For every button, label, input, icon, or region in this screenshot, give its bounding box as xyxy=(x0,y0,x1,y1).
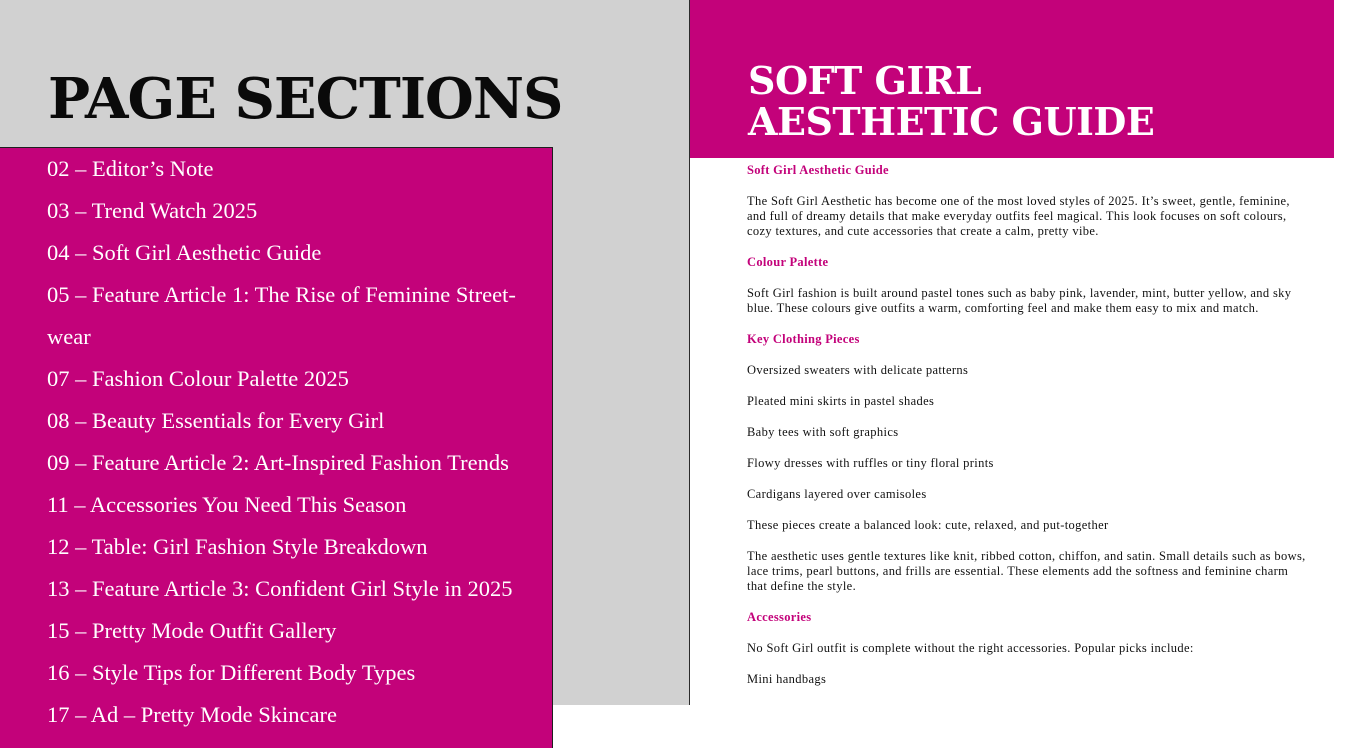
toc-item: 04 – Soft Girl Aesthetic Guide xyxy=(47,240,322,265)
list-item: Baby tees with soft graphics xyxy=(747,425,899,439)
table-of-contents-list xyxy=(47,148,547,736)
toc-item: 08 – Beauty Essentials for Every Girl xyxy=(47,408,385,433)
toc-item: 05 – Feature Article 1: The Rise of Feminine Street- xyxy=(47,282,516,307)
list-item: Pleated mini skirts in pastel shades xyxy=(747,394,935,408)
toc-item: 03 – Trend Watch 2025 xyxy=(47,198,258,223)
section-heading-guide: Soft Girl Aesthetic Guide xyxy=(747,163,889,177)
body-line: lace trims, pearl buttons, and frills are essential. These elements add the softness and feminine charm xyxy=(747,564,1289,578)
article-body xyxy=(747,163,1347,687)
header-band xyxy=(690,0,1334,158)
toc-item: 07 – Fashion Colour Palette 2025 xyxy=(47,366,349,391)
toc-item: 02 – Editor’s Note xyxy=(47,156,214,181)
body-line: Soft Girl fashion is built around pastel tones such as baby pink, lavender, mint, butter yellow, and sky xyxy=(747,286,1292,300)
body-line: The aesthetic uses gentle textures like knit, ribbed cotton, chiffon, and satin. Small details such as bows, xyxy=(747,549,1306,563)
list-item: These pieces create a balanced look: cute, relaxed, and put-together xyxy=(747,518,1109,532)
section-heading-accessories: Accessories xyxy=(747,610,812,624)
toc-item: 17 – Ad – Pretty Mode Skincare xyxy=(47,702,337,727)
toc-item: 13 – Feature Article 3: Confident Girl Style in 2025 xyxy=(47,576,513,601)
list-item: Oversized sweaters with delicate patterns xyxy=(747,363,969,377)
toc-item: 12 – Table: Girl Fashion Style Breakdown xyxy=(47,534,428,559)
body-line: and full of dreamy details that make everyday outfits feel magical. This look focuses on soft colours, xyxy=(747,209,1287,223)
toc-item: 15 – Pretty Mode Outfit Gallery xyxy=(47,618,337,643)
list-item: Flowy dresses with ruffles or tiny floral prints xyxy=(747,456,994,470)
list-item: Mini handbags xyxy=(747,672,827,686)
toc-item: 09 – Feature Article 2: Art-Inspired Fashion Trends xyxy=(47,450,509,475)
toc-item: 16 – Style Tips for Different Body Types xyxy=(47,660,416,685)
article-title-line-2: AESTHETIC GUIDE xyxy=(748,99,1155,144)
section-heading-key-clothing: Key Clothing Pieces xyxy=(747,332,860,346)
section-heading-colour-palette: Colour Palette xyxy=(747,255,829,269)
article-title-line-1: SOFT GIRL xyxy=(748,58,982,103)
body-line: blue. These colours give outfits a warm, comforting feel and make them easy to mix and match. xyxy=(747,301,1259,315)
toc-item-continuation: wear xyxy=(47,324,91,349)
right-page xyxy=(690,0,1334,705)
article-title xyxy=(748,60,1308,142)
body-line: The Soft Girl Aesthetic has become one of the most loved styles of 2025. It’s sweet, gentle, feminine, xyxy=(747,194,1290,208)
list-item: Cardigans layered over camisoles xyxy=(747,487,927,501)
toc-item: 11 – Accessories You Need This Season xyxy=(47,492,407,517)
body-line: No Soft Girl outfit is complete without the right accessories. Popular picks include: xyxy=(747,641,1194,655)
page-sections-title: PAGE SECTIONS xyxy=(48,66,563,132)
body-line: that define the style. xyxy=(747,579,857,593)
left-page xyxy=(0,0,690,727)
table-of-contents-panel xyxy=(0,147,553,748)
body-line: cozy textures, and cute accessories that create a calm, pretty vibe. xyxy=(747,224,1099,238)
